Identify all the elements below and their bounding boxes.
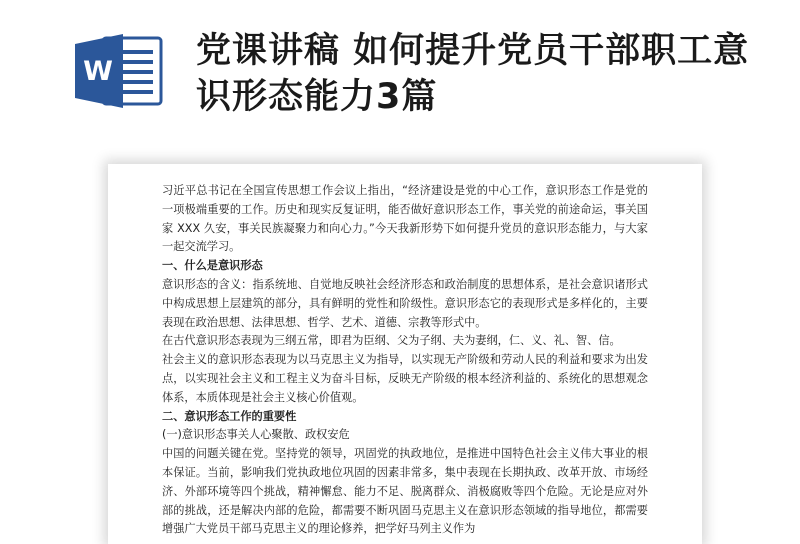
paragraph: 意识形态的含义：指系统地、自觉地反映社会经济形态和政治制度的思想体系，是社会意识诸形式中构成思想上层建筑的部分，具有鲜明的党性和阶级性。意识形态它的表现形式是多样化的，主要表现在政治思想、法律思想、哲学、艺术、道德、宗教等形式中。 [162, 277, 648, 329]
document-page [108, 164, 702, 544]
section-heading-1: 一、什么是意识形态 [162, 259, 263, 273]
word-icon-letter: W [83, 56, 113, 87]
paragraph: 中国的问题关键在党。坚持党的领导，巩固党的执政地位，是推进中国特色社会主义伟大事业的根本保证。当前，影响我们党执政地位巩固的因素非常多，集中表现在长期执政、改革开放、市场经济、外部环境等四个挑战，精神懈怠、能力不足、脱离群众、消极腐败等四个危险。无论是应对外部的挑战，还是解决内部的危险，都需要不断巩固马克思主义在意识形态领域的指导地位，都需要增强广大党员干部马克思主义的理论修养，把学好马列主义作为 [162, 447, 648, 536]
paragraph-intro: 习近平总书记在全国宣传思想工作会议上指出，“经济建设是党的中心工作，意识形态工作是党的一项极端重要的工作。历史和现实反复证明，能否做好意识形态工作，事关党的前途命运，事关国家 XXX 久安，事关民族凝聚力和向心力。”今天我新形势下如何提升党员的意识形态能力，与大家一起交流学习。 [162, 184, 648, 254]
paragraph: 在古代意识形态表现为三纲五常，即君为臣纲、父为子纲、夫为妻纲，仁、义、礼、智、信。 [162, 334, 621, 348]
section-heading-2: 二、意识形态工作的重要性 [162, 409, 297, 423]
word-document-icon [75, 32, 165, 110]
subsection-heading: (一)意识形态事关人心聚散、政权安危 [162, 428, 350, 442]
document-body [162, 182, 648, 539]
paragraph: 社会主义的意识形态表现为以马克思主义为指导，以实现无产阶级和劳动人民的利益和要求为出发点，以实现社会主义和工程主义为奋斗目标，反映无产阶级的根本经济利益的、系统化的思想观念体系，本质体现是社会主义核心价值观。 [162, 353, 648, 404]
page-title: 党课讲稿 如何提升党员干部职工意识形态能力3篇 [196, 31, 750, 117]
